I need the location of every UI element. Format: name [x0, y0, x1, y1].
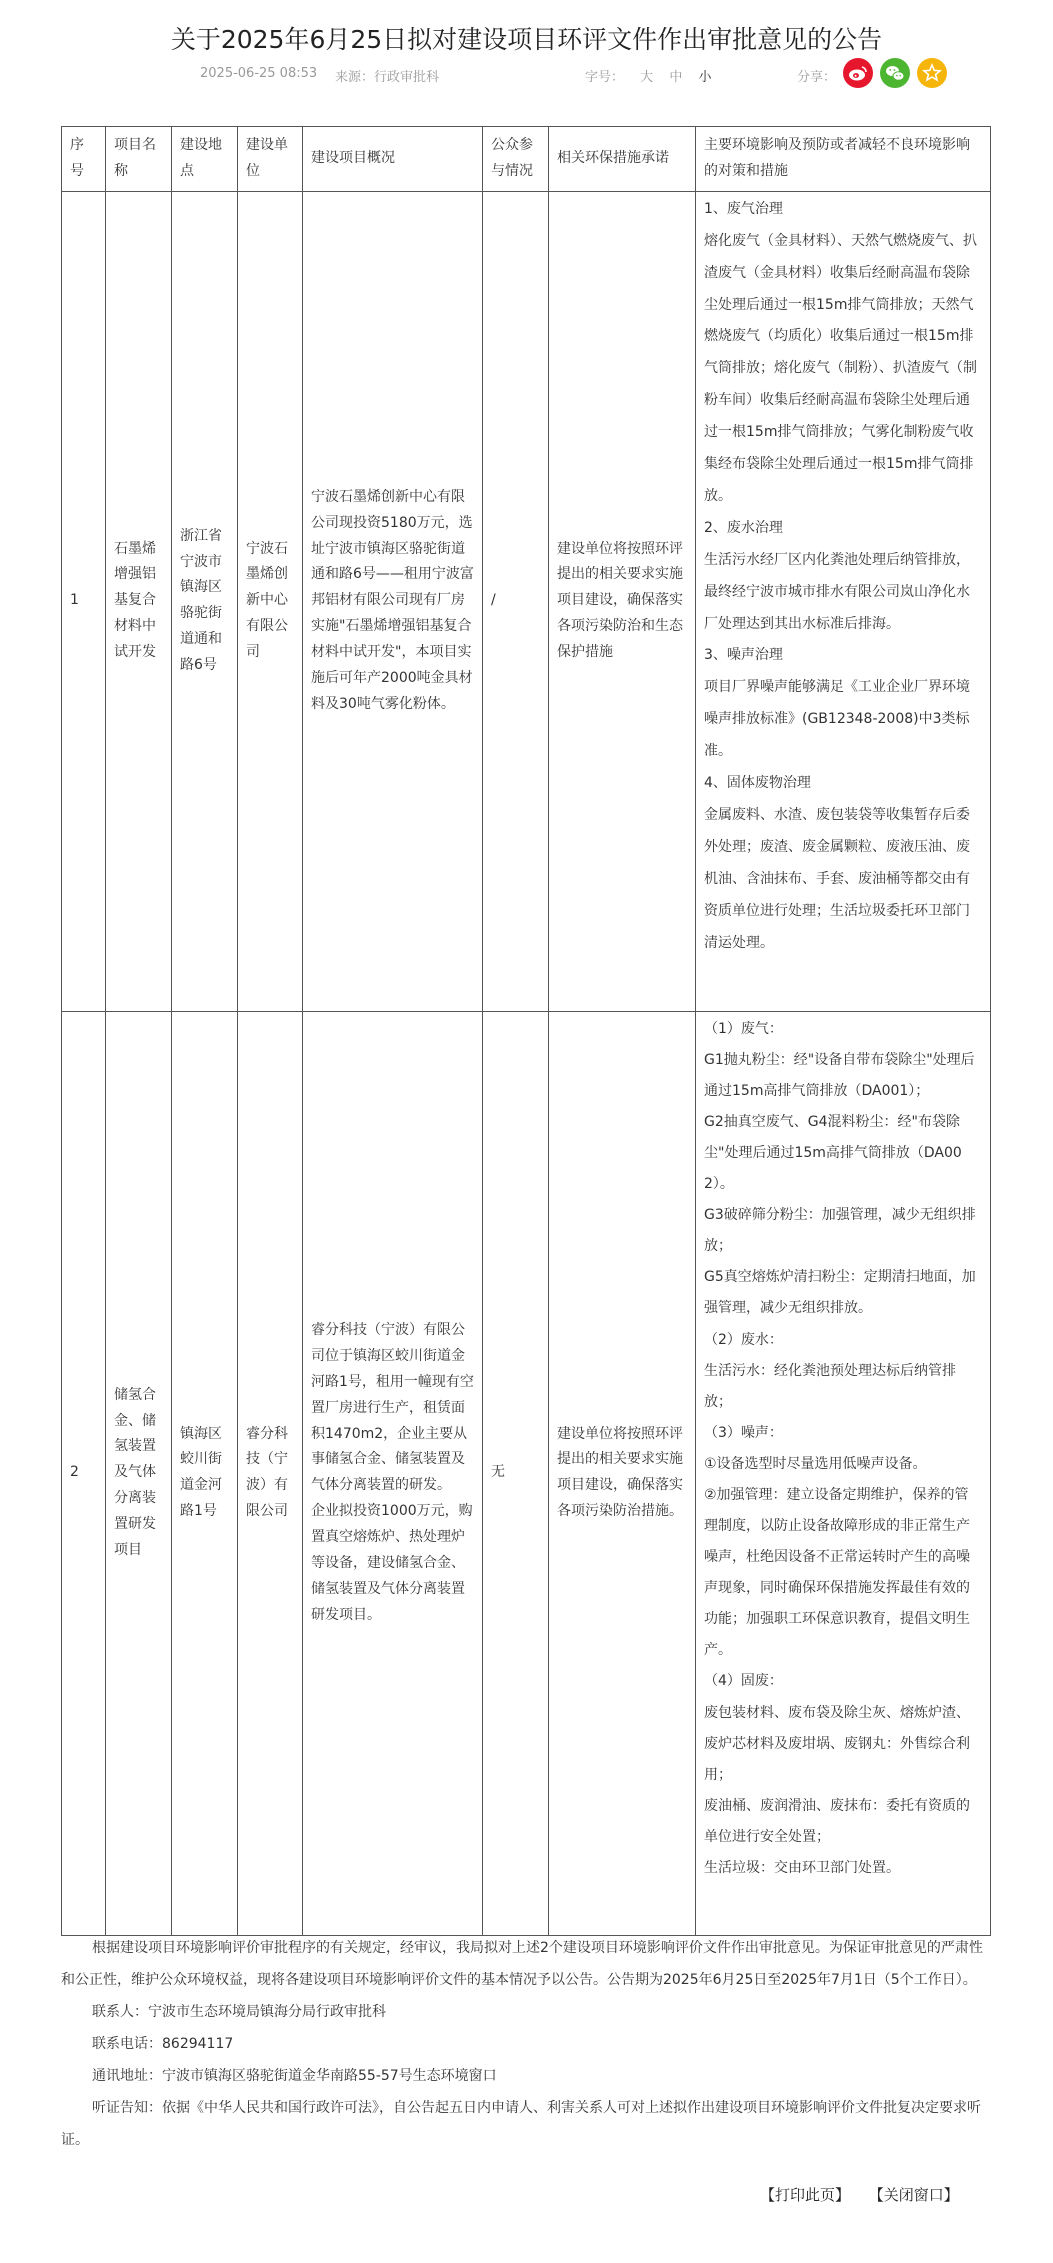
impact-line: 生活污水经厂区内化粪池处理后纳管排放，最终经宁波市城市排水有限公司岚山净化水厂处理达到其出水标准后排海。 — [704, 551, 970, 632]
star-icon[interactable] — [917, 58, 947, 88]
page-title: 关于2025年6月25日拟对建设项目环评文件作出审批意见的公告 — [170, 24, 883, 54]
table-row — [62, 191, 991, 1011]
impact-line: G2抽真空废气、G4混料粉尘：经"布袋除尘"处理后通过15m高排气筒排放（DA002）。 — [704, 1114, 962, 1193]
notice-paragraph: 根据建设项目环境影响评价审批程序的有关规定，经审议，我局拟对上述2个建设项目环境影响评价文件作出审批意见。为保证审批意见的严肃性和公正性，维护公众环境权益，现将各建设项目环境影响评价文件的基本情况予以公告。公告期为2025年6月25日至2025年7月1日（5个工作日）。 — [61, 1940, 983, 1988]
impact-line: 1、废气治理 — [704, 200, 783, 217]
impact-line: （4）固废： — [704, 1673, 783, 1690]
impact-line: 4、固体废物治理 — [704, 775, 811, 792]
impact-line: G5真空熔炼炉清扫粉尘：定期清扫地面，加强管理，减少无组织排放。 — [704, 1269, 976, 1317]
project-unit: 睿分科技（宁波）有限公司 — [238, 1011, 303, 1935]
address-line: 通讯地址：宁波市镇海区骆驼街道金华南路55-57号生态环境窗口 — [92, 2068, 497, 2084]
header-cell: 公众参与情况 — [483, 127, 549, 192]
impact-line: ②加强管理：建立设备定期维护，保养的管理制度，以防止设备故障形成的非正常生产噪声，杜绝因设备不正常运转时产生的高噪声现象，同时确保环保措施发挥最佳有效的功能；加强职工环保意识教育，提倡文明生产。 — [704, 1486, 970, 1659]
environmental-commitment: 建设单位将按照环评提出的相关要求实施项目建设，确保落实各项污染防治和生态保护措施 — [549, 191, 696, 1011]
project-location: 浙江省宁波市镇海区骆驼街道通和路6号 — [172, 191, 238, 1011]
impact-measures — [696, 191, 991, 1011]
hearing-notice: 听证告知：依据《中华人民共和国行政许可法》，自公告起五日内申请人、利害关系人可对上述拟作出建设项目环境影响评价文件批复决定要求听证。 — [61, 2100, 981, 2148]
project-location: 镇海区蛟川街道金河路1号 — [172, 1011, 238, 1935]
print-page-link[interactable]: 【打印此页】 — [760, 2186, 851, 2204]
publish-date: 2025-06-25 08:53 — [200, 66, 318, 81]
impact-line: 生活垃圾：交由环卫部门处置。 — [704, 1859, 900, 1876]
impact-line: 废包装材料、废布袋及除尘灰、熔炼炉渣、废炉芯材料及废坩埚、废钢丸：外售综合利用； — [704, 1704, 970, 1783]
environmental-commitment: 建设单位将按照环评提出的相关要求实施项目建设，确保落实各项污染防治措施。 — [549, 1011, 696, 1935]
table-row — [62, 1011, 991, 1935]
impact-line: 熔化废气（金具材料）、天然气燃烧废气、扒渣废气（金具材料）收集后经耐高温布袋除尘处理后通过一根15m排气筒排放；天然气燃烧废气（均质化）收集后通过一根15m排气筒排放；熔化废气（制粉）、扒渣废气（制粉车间）收集后经耐高温布袋除尘处理后通过一根15m排气筒排放；气雾化制粉废气收集经布袋除尘处理后通过一根15m排气筒排放。 — [704, 232, 977, 504]
impact-line: 金属废料、水渣、废包装袋等收集暂存后委外处理；废渣、废金属颗粒、废液压油、废机油、含油抹布、手套、废油桶等都交由有资质单位进行处理；生活垃圾委托环卫部门清运处理。 — [704, 807, 970, 951]
overview-paragraph: 企业拟投资1000万元，购置真空熔炼炉、热处理炉等设备，建设储氢合金、储氢装置及气体分离装置研发项目。 — [311, 1503, 473, 1623]
project-unit: 宁波石墨烯创新中心有限公司 — [238, 191, 303, 1011]
contact-line: 联系人：宁波市生态环境局镇海分局行政审批科 — [92, 2004, 386, 2020]
public-participation: / — [483, 191, 549, 1011]
project-overview — [303, 1011, 483, 1935]
impact-line: 废油桶、废润滑油、废抹布：委托有资质的单位进行安全处置； — [704, 1797, 970, 1845]
project-table — [61, 126, 991, 1936]
font-size-large[interactable]: 大 — [640, 70, 654, 85]
source-label: 来源：行政审批科 — [335, 70, 440, 85]
impact-line: 生活污水：经化粪池预处理达标后纳管排放； — [704, 1362, 956, 1410]
impact-line: ①设备选型时尽量选用低噪声设备。 — [704, 1455, 927, 1472]
header-cell: 主要环境影响及预防或者减轻不良环境影响的对策和措施 — [696, 127, 991, 192]
project-overview: 宁波石墨烯创新中心有限公司现投资5180万元，选址宁波市镇海区骆驼街道通和路6号——租用宁波富邦铝材有限公司现有厂房实施"石墨烯增强铝基复合材料中试开发"，本项目实施后可年产2000吨金具材料及30吨气雾化粉体。 — [303, 191, 483, 1011]
impact-line: G3破碎筛分粉尘：加强管理，减少无组织排放； — [704, 1207, 976, 1255]
font-size-label: 字号： — [585, 70, 625, 85]
header-cell: 建设单位 — [238, 127, 303, 192]
overview-paragraph: 睿分科技（宁波）有限公司位于镇海区蛟川街道金河路1号，租用一幢现有空置厂房进行生产，租赁面积1470m2，企业主要从事储氢合金、储氢装置及气体分离装置的研发。 — [311, 1321, 474, 1494]
impact-line: （3）噪声： — [704, 1424, 783, 1441]
phone-line: 联系电话：86294117 — [92, 2036, 234, 2052]
impact-line: G1抛丸粉尘：经"设备自带布袋除尘"处理后通过15m高排气筒排放（DA001）； — [704, 1051, 975, 1099]
impact-measures — [696, 1011, 991, 1935]
row-number: 1 — [62, 191, 106, 1011]
header-cell: 项目名称 — [106, 127, 172, 192]
header-cell: 序号 — [62, 127, 106, 192]
font-size-small[interactable]: 小 — [698, 70, 712, 85]
header-cell: 建设地点 — [172, 127, 238, 192]
footer-links — [760, 2184, 973, 2205]
table-header-row — [62, 127, 991, 192]
header-cell: 相关环保措施承诺 — [549, 127, 696, 192]
impact-line: （2）废水： — [704, 1331, 783, 1348]
font-size-medium[interactable]: 中 — [669, 70, 683, 85]
impact-line: 2、废水治理 — [704, 519, 783, 536]
notice-body — [61, 1932, 991, 2156]
impact-line: （1）废气： — [704, 1020, 783, 1037]
public-participation: 无 — [483, 1011, 549, 1935]
impact-line: 3、噪声治理 — [704, 647, 783, 664]
weibo-icon[interactable] — [843, 58, 873, 88]
header-cell: 建设项目概况 — [303, 127, 483, 192]
project-name: 储氢合金、储氢装置及气体分离装置研发项目 — [106, 1011, 172, 1935]
project-name: 石墨烯增强铝基复合材料中试开发 — [106, 191, 172, 1011]
wechat-icon[interactable] — [880, 58, 910, 88]
article-meta — [0, 58, 1053, 92]
font-size-switcher — [585, 66, 711, 85]
impact-line: 项目厂界噪声能够满足《工业企业厂界环境噪声排放标准》(GB12348-2008)中3类标准。 — [704, 679, 970, 760]
close-window-link[interactable]: 【关闭窗口】 — [868, 2186, 959, 2204]
share-label: 分享： — [797, 70, 837, 85]
row-number: 2 — [62, 1011, 106, 1935]
